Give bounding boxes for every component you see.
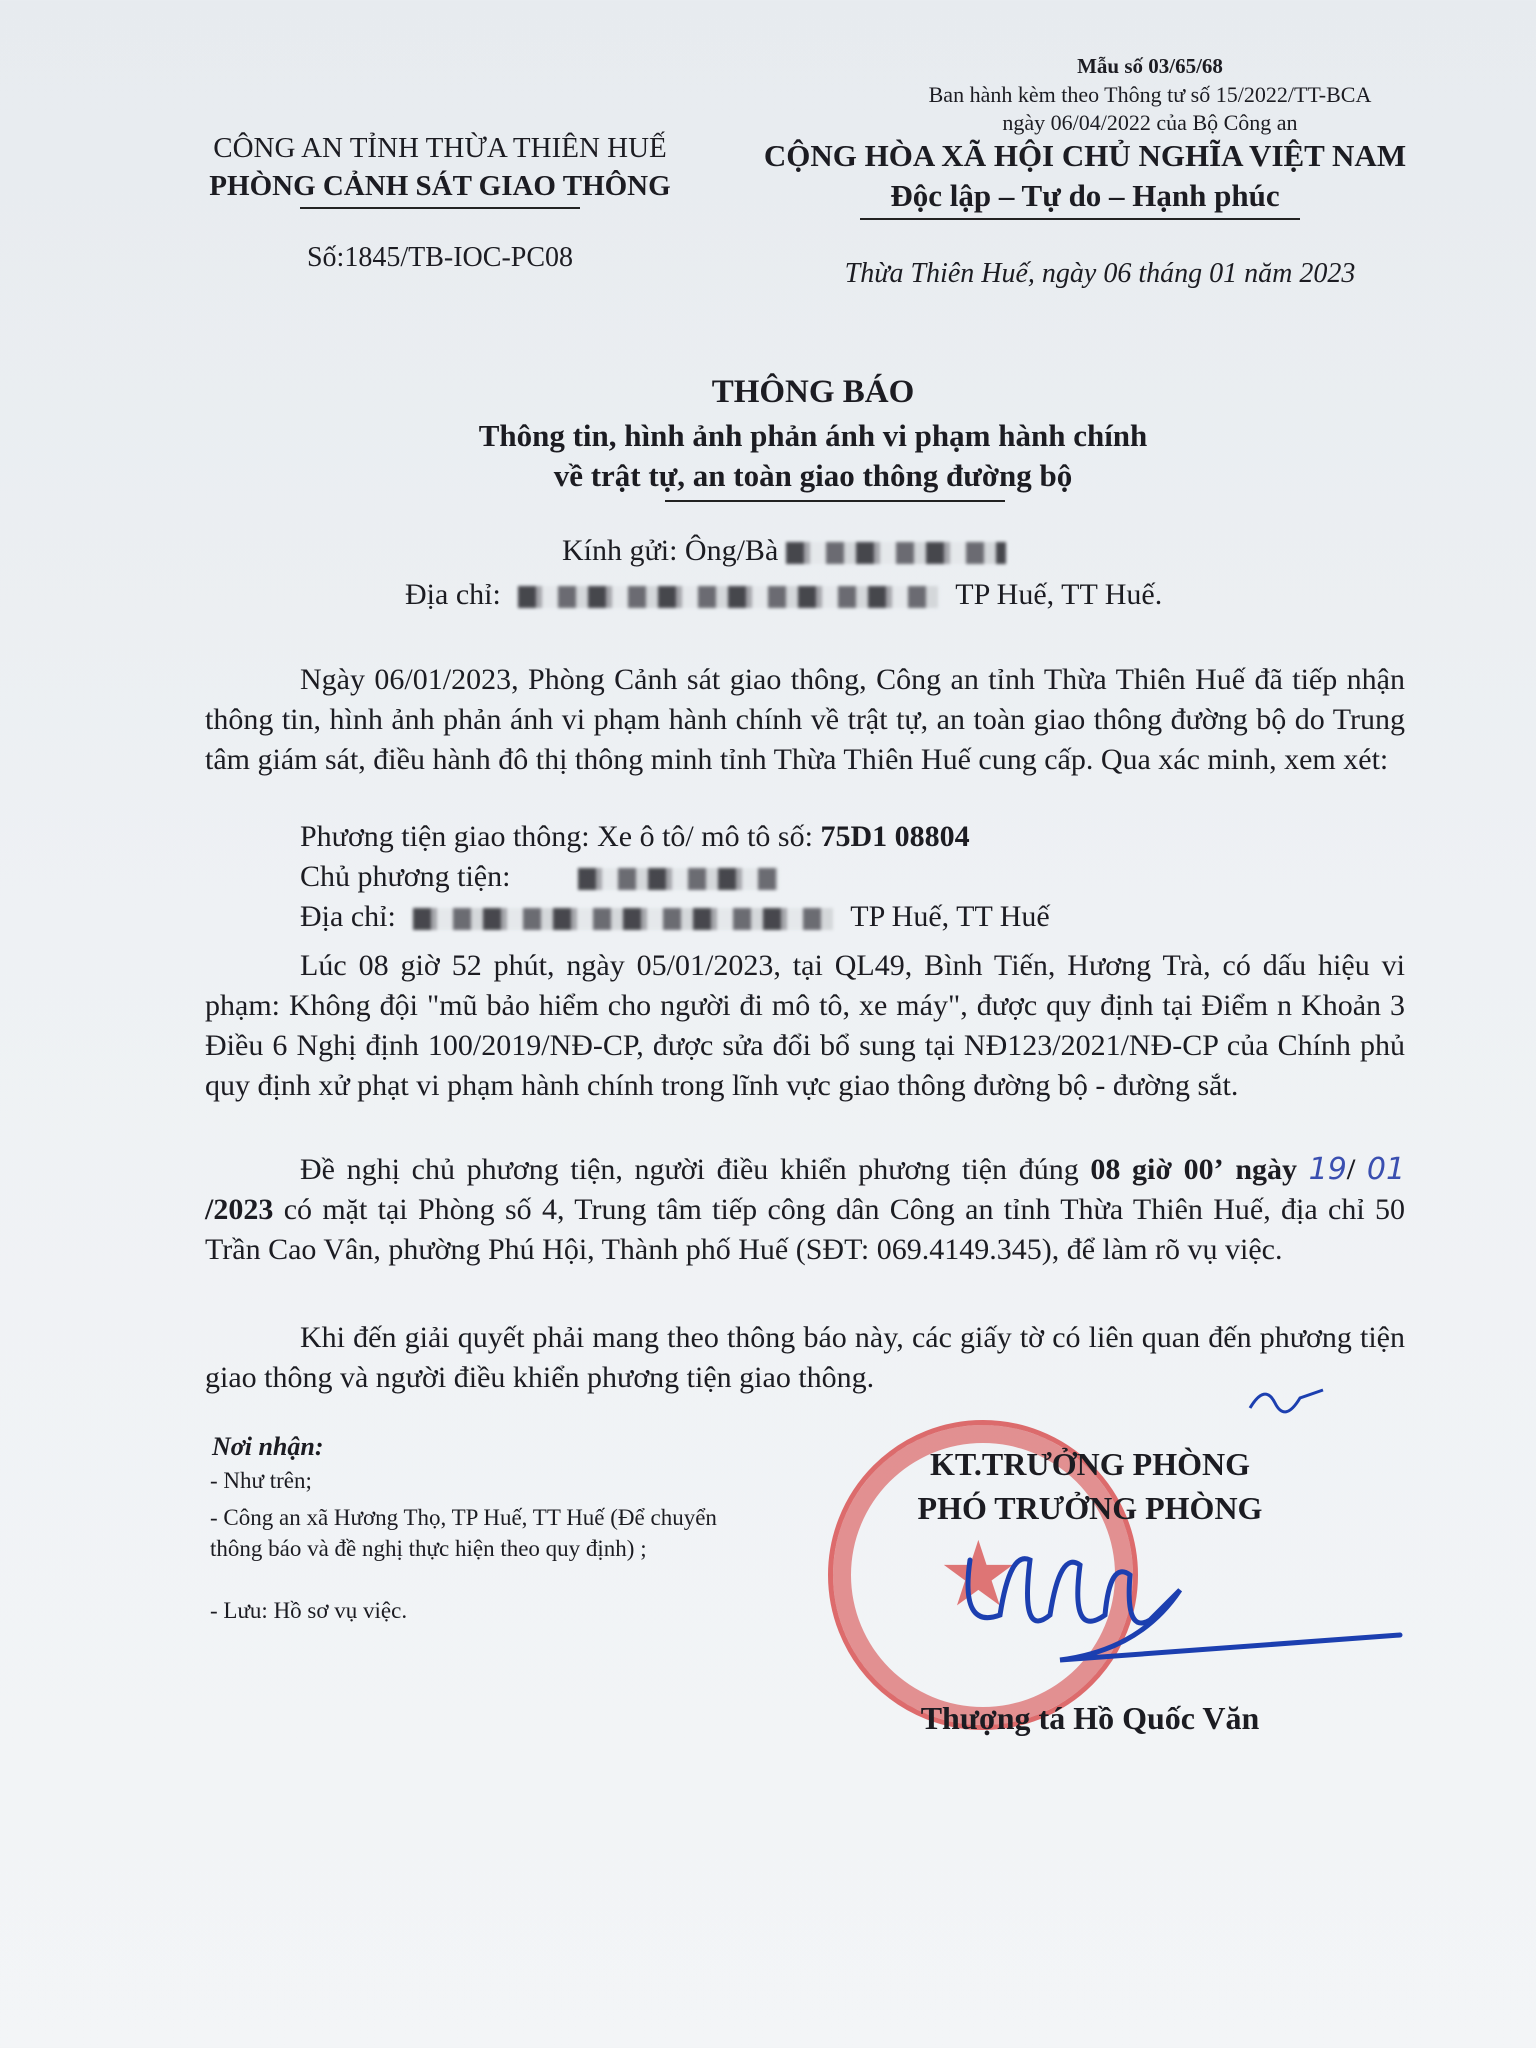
vehicle-plate: 75D1 08804	[820, 820, 970, 853]
para3-time: 08 giờ 00’	[1090, 1153, 1224, 1186]
initials-mark	[1245, 1378, 1325, 1418]
form-code: Mẫu số 03/65/68	[1077, 54, 1223, 78]
nation-line2: Độc lập – Tự do – Hạnh phúc	[890, 178, 1280, 213]
nation-underline	[860, 218, 1300, 220]
nation-line1: CỘNG HÒA XÃ HỘI CHỦ NGHĨA VIỆT NAM	[763, 138, 1407, 173]
redacted-name	[786, 542, 1006, 564]
paragraph-3	[205, 1150, 1405, 1270]
paragraph-1: Ngày 06/01/2023, Phòng Cảnh sát giao thông, Công an tỉnh Thừa Thiên Huế đã tiếp nhận thông tin, hình ảnh phản ánh vi phạm hành chính về trật tự, an toàn giao thông đường bộ do Trung tâm giám sát, điều hành đô thị thông minh tỉnh Thừa Thiên Huế cung cấp. Qua xác minh, xem xét:	[205, 663, 1405, 776]
agency-line2: PHÒNG CẢNH SÁT GIAO THÔNG	[209, 170, 671, 202]
title-underline	[665, 500, 1005, 502]
signature-title-1: KT.TRƯỞNG PHÒNG	[930, 1446, 1250, 1482]
redacted-owner	[578, 868, 778, 890]
para3-rest: có mặt tại Phòng số 4, Trung tâm tiếp công dân Công an tỉnh Thừa Thiên Huế, địa chỉ 50 Trần Cao Vân, phường Phú Hội, Thành phố Huế (SĐT: 069.4149.345), để làm rõ vụ việc.	[205, 1193, 1406, 1266]
greeting-label: Kính gửi: Ông/Bà	[562, 534, 779, 567]
recipient-item-3: - Lưu: Hồ sơ vụ việc.	[210, 1598, 408, 1623]
paragraph-2: Lúc 08 giờ 52 phút, ngày 05/01/2023, tại QL49, Bình Tiến, Hương Trà, có dấu hiệu vi phạm: Không đội "mũ bảo hiểm cho người đi mô tô, xe máy", được quy định tại Điểm n Khoản 3 Điều 6 Nghị định 100/2019/NĐ-CP, được sửa đổi bổ sung tại NĐ123/2021/NĐ-CP của Chính phủ quy định xử phạt vi phạm hành chính trong lĩnh vực giao thông đường bộ - đường sắt.	[205, 949, 1405, 1102]
recipient-item-1: - Như trên;	[210, 1468, 312, 1493]
redacted-address	[518, 586, 938, 608]
recipients-title: Nơi nhận:	[212, 1432, 324, 1461]
vehicle-row	[300, 820, 970, 854]
para3-day-label: ngày	[1235, 1153, 1297, 1186]
address-tail: TP Huế, TT Huế.	[955, 578, 1163, 611]
recipient-item-2: - Công an xã Hương Thọ, TP Huế, TT Huế (Để chuyển thông báo và đề nghị thực hiện theo quy định) ;	[210, 1505, 717, 1561]
place-date: Thừa Thiên Huế, ngày 06 tháng 01 năm 2023	[844, 258, 1356, 289]
notice-subtitle-2: về trật tự, an toàn giao thông đường bộ	[553, 458, 1073, 493]
notice-subtitle-1: Thông tin, hình ảnh phản ánh vi phạm hành chính	[478, 418, 1148, 453]
owner-row	[300, 860, 778, 894]
agency-underline	[300, 207, 580, 209]
paragraph-4: Khi đến giải quyết phải mang theo thông báo này, các giấy tờ có liên quan đến phương tiện giao thông và người điều khiển phương tiện giao thông.	[205, 1321, 1405, 1394]
doc-number: Số:1845/TB-IOC-PC08	[306, 242, 574, 273]
stamp-star-icon: ★	[938, 1522, 1019, 1627]
signature-title-2: PHÓ TRƯỞNG PHÒNG	[917, 1490, 1263, 1526]
handwritten-month: 01	[1366, 1152, 1406, 1187]
owner-address-label: Địa chỉ:	[300, 900, 396, 933]
owner-address-tail: TP Huế, TT Huế	[850, 900, 1050, 933]
agency-line1: CÔNG AN TỈNH THỪA THIÊN HUẾ	[213, 132, 667, 164]
vehicle-label: Phương tiện giao thông: Xe ô tô/ mô tô số:	[300, 820, 813, 853]
para3-year: /2023	[205, 1193, 274, 1226]
signer-name: Thượng tá Hồ Quốc Văn	[920, 1700, 1260, 1736]
owner-label: Chủ phương tiện:	[300, 860, 511, 893]
owner-address-row	[300, 900, 1050, 934]
address-row	[405, 578, 1162, 612]
handwritten-signature	[940, 1520, 1410, 1680]
handwritten-day: 19	[1308, 1152, 1347, 1187]
para3-start: Đề nghị chủ phương tiện, người điều khiển phương tiện đúng	[300, 1153, 1079, 1186]
greeting-row	[562, 534, 1006, 568]
form-issued-line2: ngày 06/04/2022 của Bộ Công an	[1002, 110, 1298, 135]
para3-sep: /	[1346, 1153, 1356, 1186]
form-issued-line1: Ban hành kèm theo Thông tư số 15/2022/TT-BCA	[928, 82, 1372, 107]
redacted-owner-address	[413, 908, 833, 930]
address-label: Địa chỉ:	[405, 578, 501, 611]
notice-title: THÔNG BÁO	[711, 374, 915, 410]
